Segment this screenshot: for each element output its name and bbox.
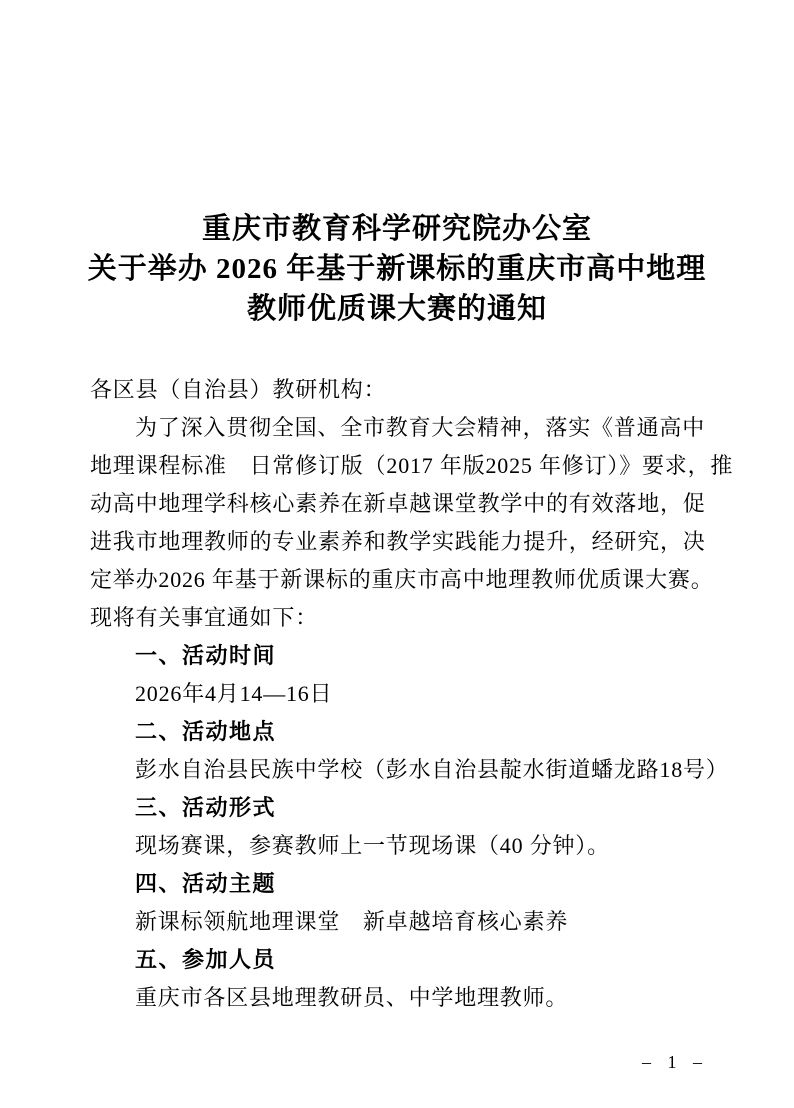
title-line-2: 关于举办 2026 年基于新课标的重庆市高中地理 — [87, 253, 707, 285]
section-5-heading-participants: 五、参加人员 — [135, 947, 277, 972]
paragraph-line-6: 现将有关事宜通如下： — [90, 605, 319, 630]
paragraph-line-5: 定举办2026 年基于新课标的重庆市高中地理教师优质课大赛。 — [90, 567, 714, 592]
salutation: 各区县（自治县）教研机构： — [90, 377, 387, 402]
paragraph-line-4: 进我市地理教师的专业素养和教学实践能力提升，经研究，决 — [90, 529, 706, 554]
paragraph-line-2: 地理课程标准 日常修订版（2017 年版2025 年修订）》要求，推 — [90, 453, 734, 478]
section-1-content-activity-time: 2026年4月14—16日 — [135, 681, 333, 706]
section-1-heading-activity-time: 一、活动时间 — [135, 643, 277, 668]
section-4-content-activity-theme: 新课标领航地理课堂 新卓越培育核心素养 — [135, 909, 569, 934]
section-2-heading-activity-location: 二、活动地点 — [135, 719, 277, 744]
section-5-content-participants: 重庆市各区县地理教研员、中学地理教师。 — [135, 985, 569, 1010]
section-4-heading-activity-theme: 四、活动主题 — [135, 871, 277, 896]
title-line-1: 重庆市教育科学研究院办公室 — [201, 213, 592, 245]
page-number: – 1 – — [642, 1052, 704, 1072]
paragraph-line-3: 动高中地理学科核心素养在新卓越课堂教学中的有效落地，促 — [90, 491, 706, 516]
title-line-3: 教师优质课大赛的通知 — [246, 293, 547, 325]
section-2-content-activity-location: 彭水自治县民族中学校（彭水自治县靛水街道蟠龙路18号） — [135, 757, 729, 782]
section-3-heading-activity-format: 三、活动形式 — [135, 795, 277, 820]
section-3-content-activity-format: 现场赛课，参赛教师上一节现场课（40 分钟）。 — [135, 833, 610, 858]
document-body — [90, 371, 734, 1017]
paragraph-line-1: 为了深入贯彻全国、全市教育大会精神，落实《普通高中 — [135, 415, 706, 440]
document-title — [0, 209, 794, 329]
